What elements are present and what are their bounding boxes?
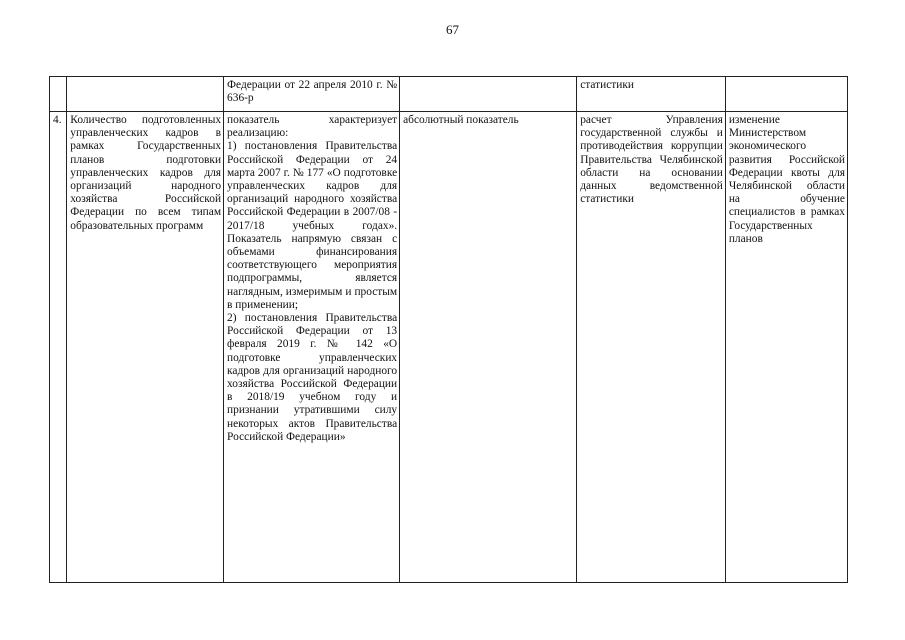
cell-num <box>50 77 67 112</box>
description-item-1: 1) постановления Правительства Российской Федерации от 24 марта 2007 г. № 177 «О подготовке управленческих кадров для организаций народного хозяйства Российской Федерации в 2007/08 - 2017/18 учебных годах». Показатель напрямую связан с объемами финансирования соответствующего мероприятия подпрограммы, является наглядным, измеримым и простым в применении; <box>227 140 398 311</box>
page-number: 67 <box>446 22 459 37</box>
cell-type <box>400 77 577 112</box>
cell-source: изменение Министерством экономического развития Российской Федерации квоты для Челябинской области на обучение специалистов в рамках Государственных планов <box>725 112 847 583</box>
cell-num: 4. <box>50 112 67 583</box>
indicator-table <box>49 76 848 583</box>
cell-description: Федерации от 22 апреля 2010 г. № 636-р <box>224 77 400 112</box>
description-item-2: 2) постановления Правительства Российской Федерации от 13 февраля 2019 г. № 142 «О подготовке управленческих кадров для организаций народного хозяйства Российской Федерации в 2018/19 учебном году и признании утратившими силу некоторых актов Правительства Российской Федерации» <box>227 312 398 443</box>
cell-type: абсолютный показатель <box>400 112 577 583</box>
cell-calculation: статистики <box>577 77 726 112</box>
description-intro: показатель характеризует реализацию: <box>227 114 398 140</box>
table-row-continuation <box>50 77 848 112</box>
table-row-indicator-4 <box>50 112 848 583</box>
cell-source <box>725 77 847 112</box>
cell-calculation: расчет Управления государственной службы и противодействия коррупции Правительства Челябинской области на основании данных ведомственной статистики <box>577 112 726 583</box>
cell-name <box>67 77 224 112</box>
cell-name: Количество подготовленных управленческих кадров в рамках Государственных планов подготовки управленческих кадров для организаций народного хозяйства Российской Федерации по всем типам образовательных программ <box>67 112 224 583</box>
cell-description <box>224 112 400 583</box>
